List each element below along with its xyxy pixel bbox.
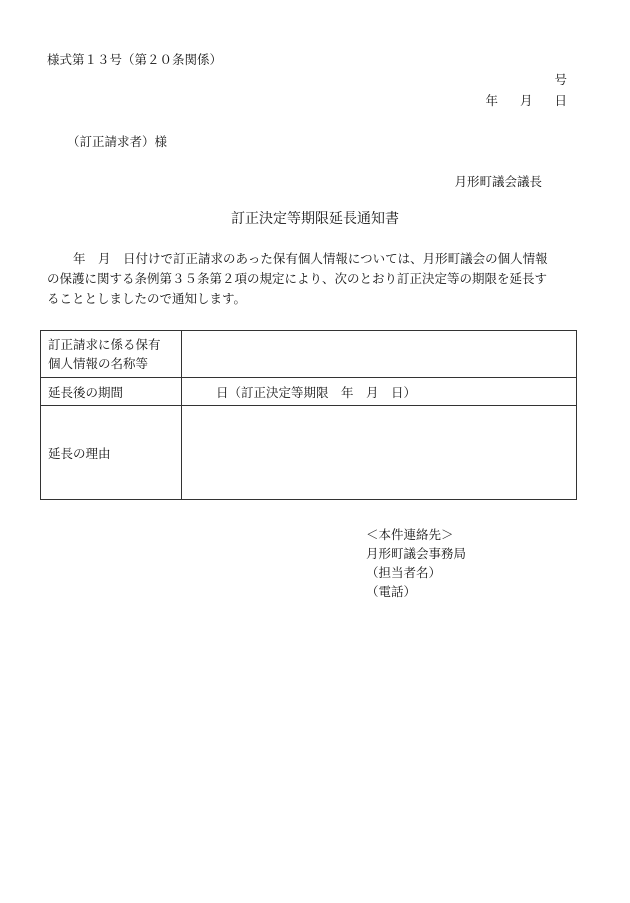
contact-block	[366, 525, 466, 601]
date-month: 月	[520, 93, 533, 108]
form-number: 様式第１３号（第２０条関係）	[47, 52, 223, 67]
contact-person: （担当者名）	[366, 565, 442, 580]
contact-office: 月形町議会事務局	[366, 546, 467, 561]
recipient: （訂正請求者）様	[67, 134, 168, 149]
extension-reason-label: 延長の理由	[41, 406, 182, 500]
personal-info-name-label-line2: 個人情報の名称等	[48, 356, 149, 371]
document-title: 訂正決定等期限延長通知書	[231, 211, 399, 227]
contact-heading: ＜本件連絡先＞	[366, 527, 454, 542]
date-year: 年	[485, 93, 499, 108]
extension-details-table	[40, 330, 577, 500]
table-row	[41, 406, 577, 500]
extended-period-value[interactable]: 日（訂正決定等期限 年 月 日）	[182, 378, 577, 406]
document-date	[486, 91, 567, 109]
body-paragraph	[47, 249, 587, 309]
personal-info-name-label-line1: 訂正請求に係る保有	[48, 337, 161, 352]
contact-phone: （電話）	[366, 584, 417, 599]
extended-period-label: 延長後の期間	[41, 378, 182, 406]
body-line-1: 年 月 日付けで訂正請求のあった保有個人情報については、月形町議会の個人情報	[73, 251, 548, 266]
body-line-2: の保護に関する条例第３５条第２項の規定により、次のとおり訂正決定等の期限を延長す	[47, 271, 548, 286]
extension-reason-value[interactable]	[182, 406, 577, 500]
body-line-3: ることとしましたので通知します。	[47, 291, 247, 306]
personal-info-name-value[interactable]	[182, 331, 577, 378]
table-row	[41, 331, 577, 378]
date-day: 日	[554, 93, 567, 108]
document-number: 号	[554, 72, 567, 87]
personal-info-name-label	[41, 331, 182, 378]
table-row	[41, 378, 577, 406]
sender: 月形町議会議長	[454, 174, 542, 189]
